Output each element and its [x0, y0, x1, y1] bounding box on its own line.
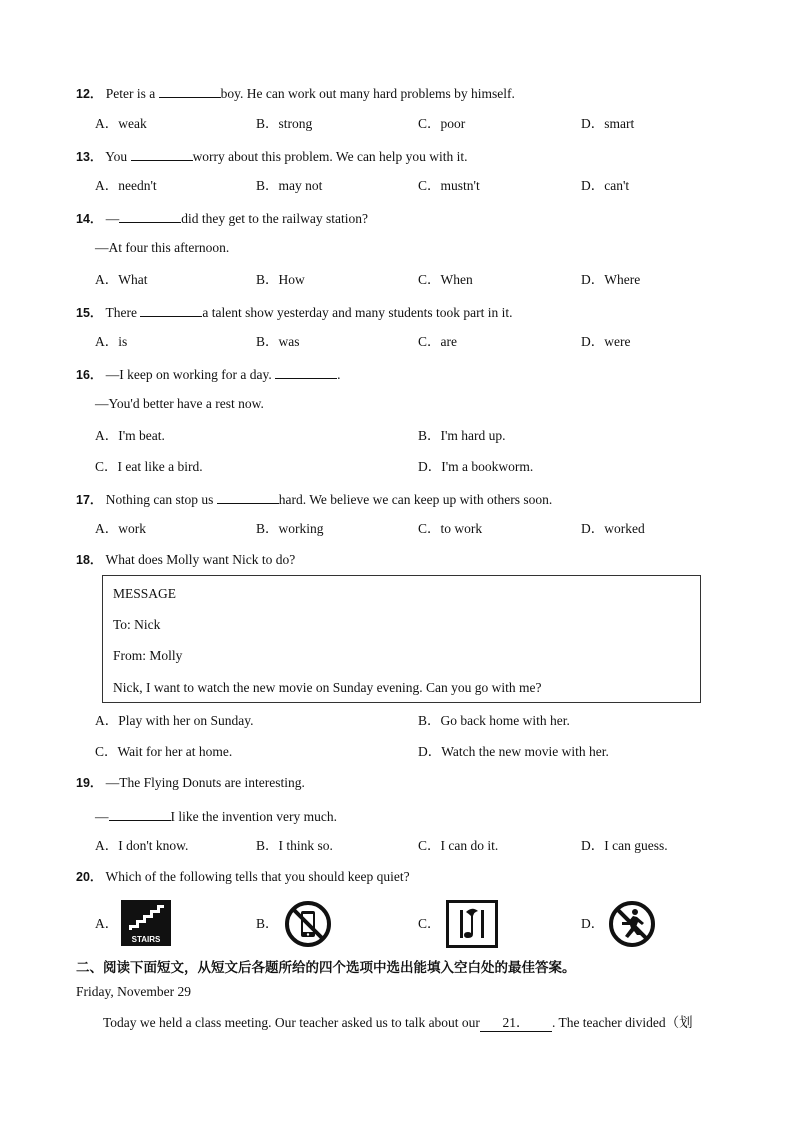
question-text: —The Flying Donuts are interesting.: [105, 775, 305, 790]
question-number: 16．: [76, 368, 103, 382]
option-c[interactable]: C．to work: [418, 521, 483, 536]
question-number: 19．: [76, 776, 103, 790]
answer-blank: [109, 807, 171, 821]
question-text: There: [105, 305, 138, 320]
question-text: You: [105, 149, 128, 164]
option-c[interactable]: C．are: [418, 334, 457, 349]
message-body: Nick, I want to watch the new movie on Sunday evening. Can you go with me?: [113, 680, 542, 695]
passage-blank-21[interactable]: 21．: [480, 1015, 552, 1032]
option-c[interactable]: C．When: [418, 272, 473, 287]
section-heading: 二、阅读下面短文，从短文后各题所给的四个选项中选出能填入空白处的最佳答案。: [76, 960, 576, 976]
answer-blank: [159, 84, 221, 98]
no-phone-sign-icon[interactable]: [284, 900, 332, 948]
question-number: 20．: [76, 870, 103, 884]
reply-text: —You'd better have a rest now.: [95, 396, 264, 411]
option-c[interactable]: C．Wait for her at home.: [95, 744, 233, 759]
message-box: [102, 575, 701, 703]
reply-text: —At four this afternoon.: [95, 240, 230, 255]
option-a[interactable]: A．Play with her on Sunday.: [95, 713, 254, 728]
option-a[interactable]: A．is: [95, 334, 128, 349]
no-running-sign-icon[interactable]: [608, 900, 656, 948]
option-b[interactable]: B．I think so.: [256, 838, 333, 853]
option-d[interactable]: D．worked: [581, 521, 645, 536]
answer-blank: [275, 365, 337, 379]
option-d[interactable]: D．: [581, 916, 605, 931]
question-14: [76, 209, 368, 227]
question-text: —: [105, 211, 120, 226]
question-17: [76, 490, 552, 508]
passage-text: . The teacher divided（划: [551, 1015, 693, 1030]
question-text: worry about this problem. We can help you with it.: [192, 149, 468, 164]
question-text: hard. We believe we can keep up with others soon.: [278, 492, 553, 507]
question-text: What does Molly want Nick to do?: [105, 552, 296, 567]
question-number: 17．: [76, 493, 103, 507]
passage-text: Today we held a class meeting. Our teacher asked us to talk about our: [103, 1015, 480, 1030]
question-number: 15．: [76, 306, 103, 320]
option-c[interactable]: C．: [418, 916, 441, 931]
question-15: [76, 303, 512, 321]
option-c[interactable]: C．poor: [418, 116, 466, 131]
option-a[interactable]: A．What: [95, 272, 148, 287]
question-20: [76, 869, 410, 885]
answer-blank: [119, 209, 181, 223]
option-d[interactable]: D．Watch the new movie with her.: [418, 744, 609, 759]
question-text: a talent show yesterday and many students took part in it.: [202, 305, 513, 320]
question-text: Nothing can stop us: [105, 492, 214, 507]
message-heading: MESSAGE: [113, 586, 177, 601]
question-text: boy. He can work out many hard problems by himself.: [220, 86, 515, 101]
option-b[interactable]: B．Go back home with her.: [418, 713, 570, 728]
option-b[interactable]: B．was: [256, 334, 300, 349]
question-13: [76, 147, 468, 165]
question-16: [76, 365, 340, 383]
question-19: [76, 775, 305, 791]
option-c[interactable]: C．I can do it.: [418, 838, 499, 853]
option-b[interactable]: B．working: [256, 521, 324, 536]
option-c[interactable]: C．I eat like a bird.: [95, 459, 203, 474]
question-text: Peter is a: [105, 86, 156, 101]
question-number: 18．: [76, 553, 103, 567]
option-a[interactable]: A．weak: [95, 116, 147, 131]
option-b[interactable]: B．How: [256, 272, 305, 287]
question-12: [76, 84, 515, 102]
option-c[interactable]: C．mustn't: [418, 178, 480, 193]
message-to: To: Nick: [113, 617, 161, 632]
option-b[interactable]: B．I'm hard up.: [418, 428, 506, 443]
option-d[interactable]: D．I'm a bookworm.: [418, 459, 534, 474]
option-d[interactable]: D．I can guess.: [581, 838, 668, 853]
option-b[interactable]: B．: [256, 916, 279, 931]
message-from: From: Molly: [113, 648, 183, 663]
question-text: —I keep on working for a day.: [105, 367, 272, 382]
question-text: Which of the following tells that you should keep quiet?: [105, 869, 410, 884]
reply-dash: —: [95, 809, 109, 824]
question-18: [76, 552, 295, 568]
reply-body: I like the invention very much.: [170, 809, 337, 824]
diary-date: Friday, November 29: [76, 984, 191, 999]
answer-blank: [131, 147, 193, 161]
option-a[interactable]: A．needn't: [95, 178, 157, 193]
answer-blank: [140, 303, 202, 317]
answer-blank: [217, 490, 279, 504]
stairs-sign-icon[interactable]: [121, 900, 171, 946]
question-number: 12．: [76, 87, 103, 101]
reply-text: [95, 807, 337, 825]
option-b[interactable]: B．may not: [256, 178, 323, 193]
option-b[interactable]: B．strong: [256, 116, 313, 131]
question-text: did they get to the railway station?: [181, 211, 368, 226]
option-a[interactable]: A．: [95, 916, 119, 931]
question-text: .: [337, 367, 341, 382]
question-number: 14．: [76, 212, 103, 226]
option-d[interactable]: D．smart: [581, 116, 635, 131]
option-d[interactable]: D．Where: [581, 272, 641, 287]
passage-line: [103, 1015, 693, 1032]
option-a[interactable]: A．I'm beat.: [95, 428, 165, 443]
option-d[interactable]: D．can't: [581, 178, 630, 193]
question-number: 13．: [76, 150, 103, 164]
option-a[interactable]: A．work: [95, 521, 146, 536]
option-a[interactable]: A．I don't know.: [95, 838, 189, 853]
music-note-sign-icon[interactable]: [446, 900, 498, 948]
stairs-label: STAIRS: [131, 935, 161, 944]
option-d[interactable]: D．were: [581, 334, 631, 349]
